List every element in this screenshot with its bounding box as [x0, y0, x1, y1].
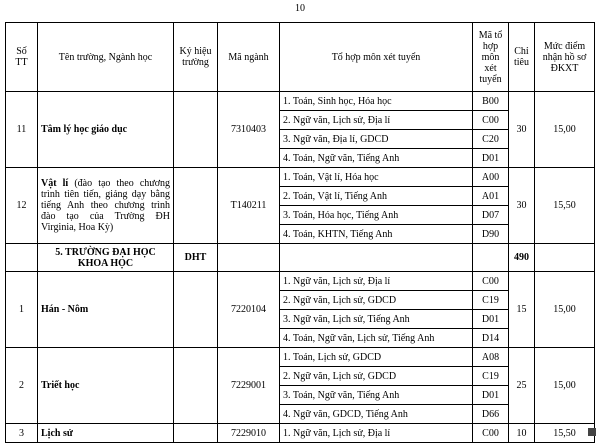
row-stt: 2 — [6, 348, 38, 424]
row-combo-code: D14 — [473, 329, 509, 348]
header-combo-code: Mã tổ hợp môn xét tuyển — [473, 23, 509, 92]
scroll-corner-marker — [588, 428, 596, 436]
row-combo: 1. Ngữ văn, Lịch sử, Địa lí — [280, 272, 473, 291]
row-major-code: 7229010 — [218, 424, 280, 443]
header-score: Mức điểm nhận hồ sơ ĐKXT — [535, 23, 595, 92]
section-row — [6, 244, 595, 272]
row-combo: 2. Ngữ văn, Lịch sử, GDCD — [280, 367, 473, 386]
row-combo: 3. Ngữ văn, Địa lí, GDCD — [280, 130, 473, 149]
header-stt: Số TT — [6, 23, 38, 92]
table-row — [6, 168, 595, 187]
row-score: 15,00 — [535, 272, 595, 348]
row-combo: 4. Toán, Ngữ văn, Lịch sử, Tiếng Anh — [280, 329, 473, 348]
row-major-desc: (đào tạo theo chương trình tiên tiến, giảng dạy bằng tiếng Anh theo chương trình đào tạo của Trường ĐH Virginia, Hoa Kỳ) — [41, 178, 170, 233]
row-combo-code: A01 — [473, 187, 509, 206]
header-row — [6, 23, 595, 92]
row-major-name: Tâm lý học giáo dục — [38, 92, 174, 168]
row-major-code: 7310403 — [218, 92, 280, 168]
row-combo: 3. Toán, Ngữ văn, Tiếng Anh — [280, 386, 473, 405]
section-combos — [280, 244, 473, 272]
row-combo: 1. Toán, Vật lí, Hóa học — [280, 168, 473, 187]
row-combo: 2. Toán, Vật lí, Tiếng Anh — [280, 187, 473, 206]
header-major-code: Mã ngành — [218, 23, 280, 92]
row-major-name: Vật lí — [41, 178, 69, 189]
section-title: 5. TRƯỜNG ĐẠI HỌC KHOA HỌC — [38, 244, 174, 272]
row-combo-code: D07 — [473, 206, 509, 225]
row-quota: 15 — [509, 272, 535, 348]
row-quota: 30 — [509, 168, 535, 244]
row-quota: 25 — [509, 348, 535, 424]
row-combo-code: A08 — [473, 348, 509, 367]
row-major-name: Lịch sử — [38, 424, 174, 443]
row-stt: 11 — [6, 92, 38, 168]
row-combo-code: D01 — [473, 310, 509, 329]
row-combo-code: C00 — [473, 424, 509, 443]
row-combo: 3. Toán, Hóa học, Tiếng Anh — [280, 206, 473, 225]
section-score — [535, 244, 595, 272]
row-major-code: 7229001 — [218, 348, 280, 424]
row-combo-code: C00 — [473, 111, 509, 130]
row-score: 15,00 — [535, 348, 595, 424]
row-combo: 1. Toán, Lịch sử, GDCD — [280, 348, 473, 367]
section-combo-code — [473, 244, 509, 272]
row-school-code — [174, 92, 218, 168]
row-score: 15,50 — [535, 424, 595, 443]
row-combo: 3. Ngữ văn, Lịch sử, Tiếng Anh — [280, 310, 473, 329]
table-row — [6, 92, 595, 111]
row-major-code: 7220104 — [218, 272, 280, 348]
row-major-name: Hán - Nôm — [38, 272, 174, 348]
row-combo: 2. Ngữ văn, Lịch sử, GDCD — [280, 291, 473, 310]
header-quota: Chỉ tiêu — [509, 23, 535, 92]
page-number: 10 — [295, 3, 305, 14]
section-major-code — [218, 244, 280, 272]
row-combo-code: D90 — [473, 225, 509, 244]
row-combo-code: C00 — [473, 272, 509, 291]
header-school-code: Ký hiệu trường — [174, 23, 218, 92]
row-combo-code: C19 — [473, 291, 509, 310]
row-combo-code: C19 — [473, 367, 509, 386]
row-school-code — [174, 348, 218, 424]
row-combo: 1. Toán, Sinh học, Hóa học — [280, 92, 473, 111]
row-combo-code: D66 — [473, 405, 509, 424]
table-row — [6, 348, 595, 367]
row-school-code — [174, 272, 218, 348]
header-school-major: Tên trường, Ngành học — [38, 23, 174, 92]
row-combo-code: A00 — [473, 168, 509, 187]
row-score: 15,50 — [535, 168, 595, 244]
row-major-cell — [38, 168, 174, 244]
table-row — [6, 272, 595, 291]
row-stt: 12 — [6, 168, 38, 244]
admission-table — [5, 22, 595, 443]
row-stt: 1 — [6, 272, 38, 348]
row-combo: 1. Ngữ văn, Lịch sử, Địa lí — [280, 424, 473, 443]
row-combo: 4. Toán, Ngữ văn, Tiếng Anh — [280, 149, 473, 168]
header-combos: Tổ hợp môn xét tuyển — [280, 23, 473, 92]
section-stt — [6, 244, 38, 272]
row-quota: 10 — [509, 424, 535, 443]
row-combo: 4. Ngữ văn, GDCD, Tiếng Anh — [280, 405, 473, 424]
section-school-code: DHT — [174, 244, 218, 272]
row-combo-code: C20 — [473, 130, 509, 149]
row-combo-code: D01 — [473, 386, 509, 405]
row-combo-code: B00 — [473, 92, 509, 111]
row-major-code: T140211 — [218, 168, 280, 244]
row-major-name: Triết học — [38, 348, 174, 424]
row-school-code — [174, 168, 218, 244]
row-stt: 3 — [6, 424, 38, 443]
row-combo: 2. Ngữ văn, Lịch sử, Địa lí — [280, 111, 473, 130]
row-score: 15,00 — [535, 92, 595, 168]
row-quota: 30 — [509, 92, 535, 168]
row-combo-code: D01 — [473, 149, 509, 168]
row-combo: 4. Toán, KHTN, Tiếng Anh — [280, 225, 473, 244]
section-quota: 490 — [509, 244, 535, 272]
